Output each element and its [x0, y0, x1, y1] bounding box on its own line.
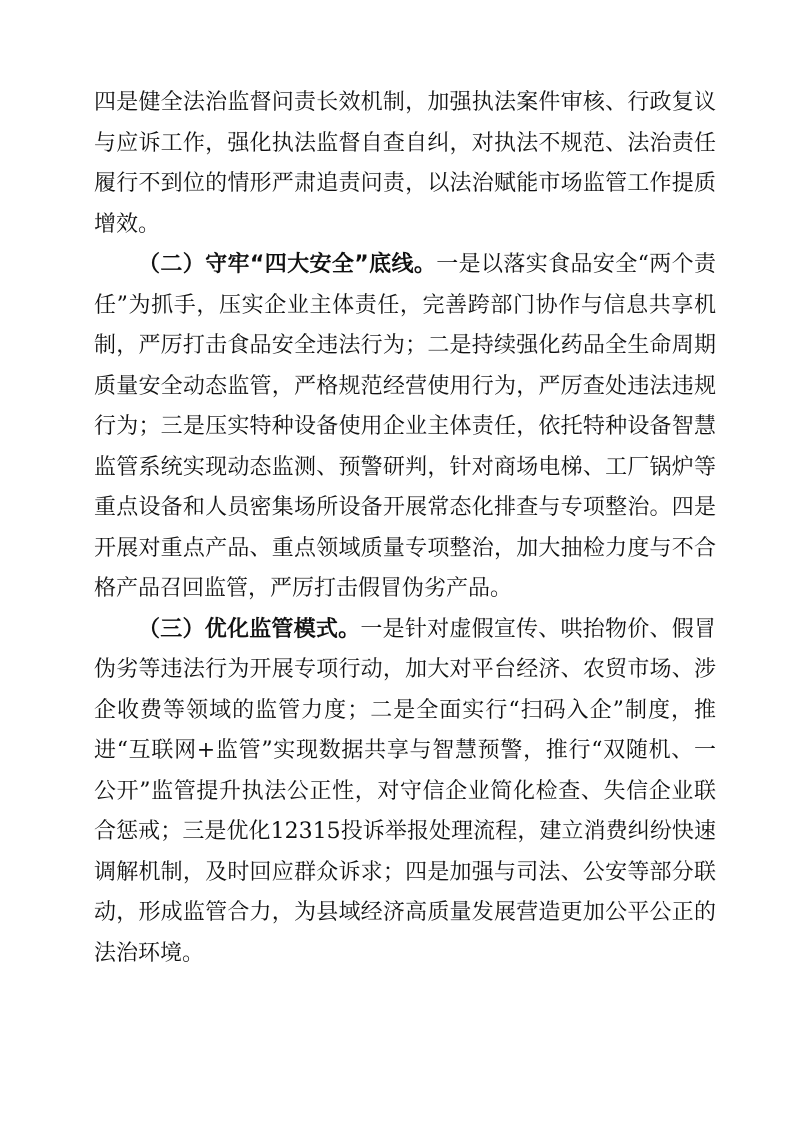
- section-heading-three: （三）优化监管模式。: [138, 616, 361, 642]
- paragraph-text: 一是针对虚假宣传、哄抬物价、假冒伪劣等违法行为开展专项行动，加大对平台经济、农贸市场、涉企收费等领域的监管力度；二是全面实行“扫码入企”制度，推进“互联网+监管”实现数据共享与智慧预警，推行“双随机、一公开”监管提升执法公正性，对守信企业简化检查、失信企业联合惩戒；三是优化12315投诉举报处理流程，建立消费纠纷快速调解机制，及时回应群众诉求；四是加强与司法、公安等部分联动，形成监管合力，为县域经济高质量发展营造更加公平公正的法治环境。: [94, 616, 716, 966]
- paragraph-text: 四是健全法治监督问责长效机制，加强执法案件审核、行政复议与应诉工作，强化执法监督自查自纠，对执法不规范、法治责任履行不到位的情形严肃追责问责，以法治赋能市场监管工作提质增效。: [94, 90, 716, 237]
- section-heading-two: （二）守牢“四大安全”底线。: [138, 252, 437, 277]
- document-body: [94, 83, 716, 974]
- paragraph-supervision-mode: [94, 610, 716, 975]
- paragraph-four-safety: [94, 245, 716, 610]
- paragraph-text: 一是以落实食品安全“两个责任”为抓手，压实企业主体责任，完善跨部门协作与信息共享机制，严厉打击食品安全违法行为；二是持续强化药品全生命周期质量安全动态监管，严格规范经营使用行为，严厉查处违法违规行为；三是压实特种设备使用企业主体责任，依托特种设备智慧监管系统实现动态监测、预警研判，针对商场电梯、工厂锅炉等重点设备和人员密集场所设备开展常态化排查与专项整治。四是开展对重点产品、重点领域质量专项整治，加大抽检力度与不合格产品召回监管，严厉打击假冒伪劣产品。: [94, 252, 717, 601]
- paragraph-accountability: [94, 83, 716, 245]
